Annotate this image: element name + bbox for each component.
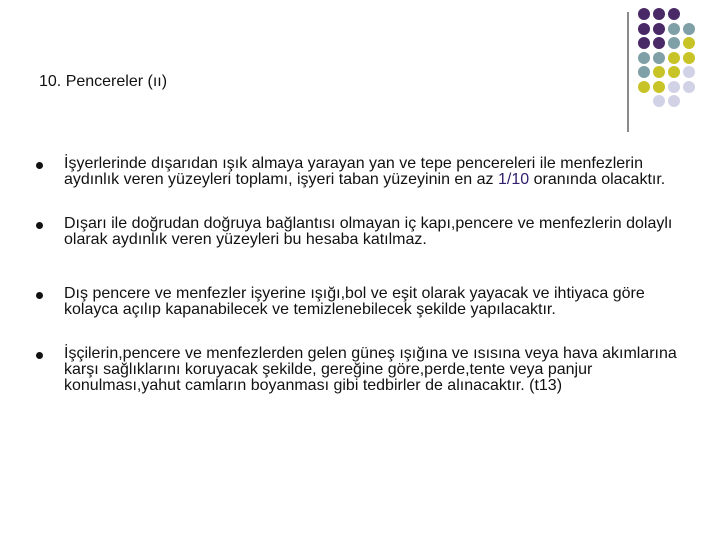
decorative-dot [653,81,665,93]
decorative-dot-grid [638,8,714,118]
decorative-dot [683,37,695,49]
decorative-dot [653,8,665,20]
decorative-dot [638,23,650,35]
decorative-dot [653,66,665,78]
decorative-dot [653,52,665,64]
decorative-dot [683,66,695,78]
bullet-item-outer-windows [36,286,696,318]
bullet-item-sun-protection [36,346,696,394]
bullet-text: Dışarı ile doğrudan doğruya bağlantısı olmayan iç kapı,pencere ve menfezlerin dolaylı olarak aydınlık veren yüzeyleri bu hesaba katılmaz. [64,215,673,248]
decorative-dot [683,81,695,93]
decorative-dot [653,23,665,35]
bullet-marker [36,292,43,299]
ratio-highlight: 1/10 [498,171,530,188]
bullet-marker [36,162,43,169]
bullet-text-end: oranında olacaktır. [529,171,666,188]
slide-title: 10. Pencereler (ıı) [39,73,168,90]
bullet-item-window-area-ratio [36,156,696,188]
decorative-dot [638,8,650,20]
decorative-dot [638,81,650,93]
vertical-divider-line [627,12,629,132]
bullet-list [36,156,696,394]
decorative-dot [653,95,665,107]
decorative-dot [638,52,650,64]
decorative-dot [668,23,680,35]
decorative-dot [683,52,695,64]
bullet-marker [36,222,43,229]
bullet-text: Dış pencere ve menfezler işyerine ışığı,bol ve eşit olarak yayacak ve ihtiyaca göre kolayca açılıp kapanabilecek ve temizlenebilecek şekilde yapılacaktır. [64,285,645,318]
bullet-text: İşyerlerinde dışarıdan ışık almaya yarayan yan ve tepe pencereleri ile menfezlerin aydınlık veren yüzeyleri toplamı, işyeri taban yüzeyinin en az [64,155,643,188]
decorative-dot [653,37,665,49]
decorative-dot [683,23,695,35]
decorative-dot [638,66,650,78]
bullet-marker [36,352,43,359]
bullet-item-indirect-openings [36,216,696,248]
decorative-dot [668,66,680,78]
decorative-dot [668,95,680,107]
decorative-dot [668,8,680,20]
decorative-dot [668,52,680,64]
decorative-dot [668,81,680,93]
decorative-dot [638,37,650,49]
bullet-text: İşçilerin,pencere ve menfezlerden gelen güneş ışığına ve ısısına veya hava akımlarına karşı sağlıklarını koruyacak şekilde, gereğine göre,perde,tente veya panjur konulması,yahut camların boyanması gibi tedbirler de alınacaktır. (t13) [64,345,677,394]
decorative-dot [668,37,680,49]
